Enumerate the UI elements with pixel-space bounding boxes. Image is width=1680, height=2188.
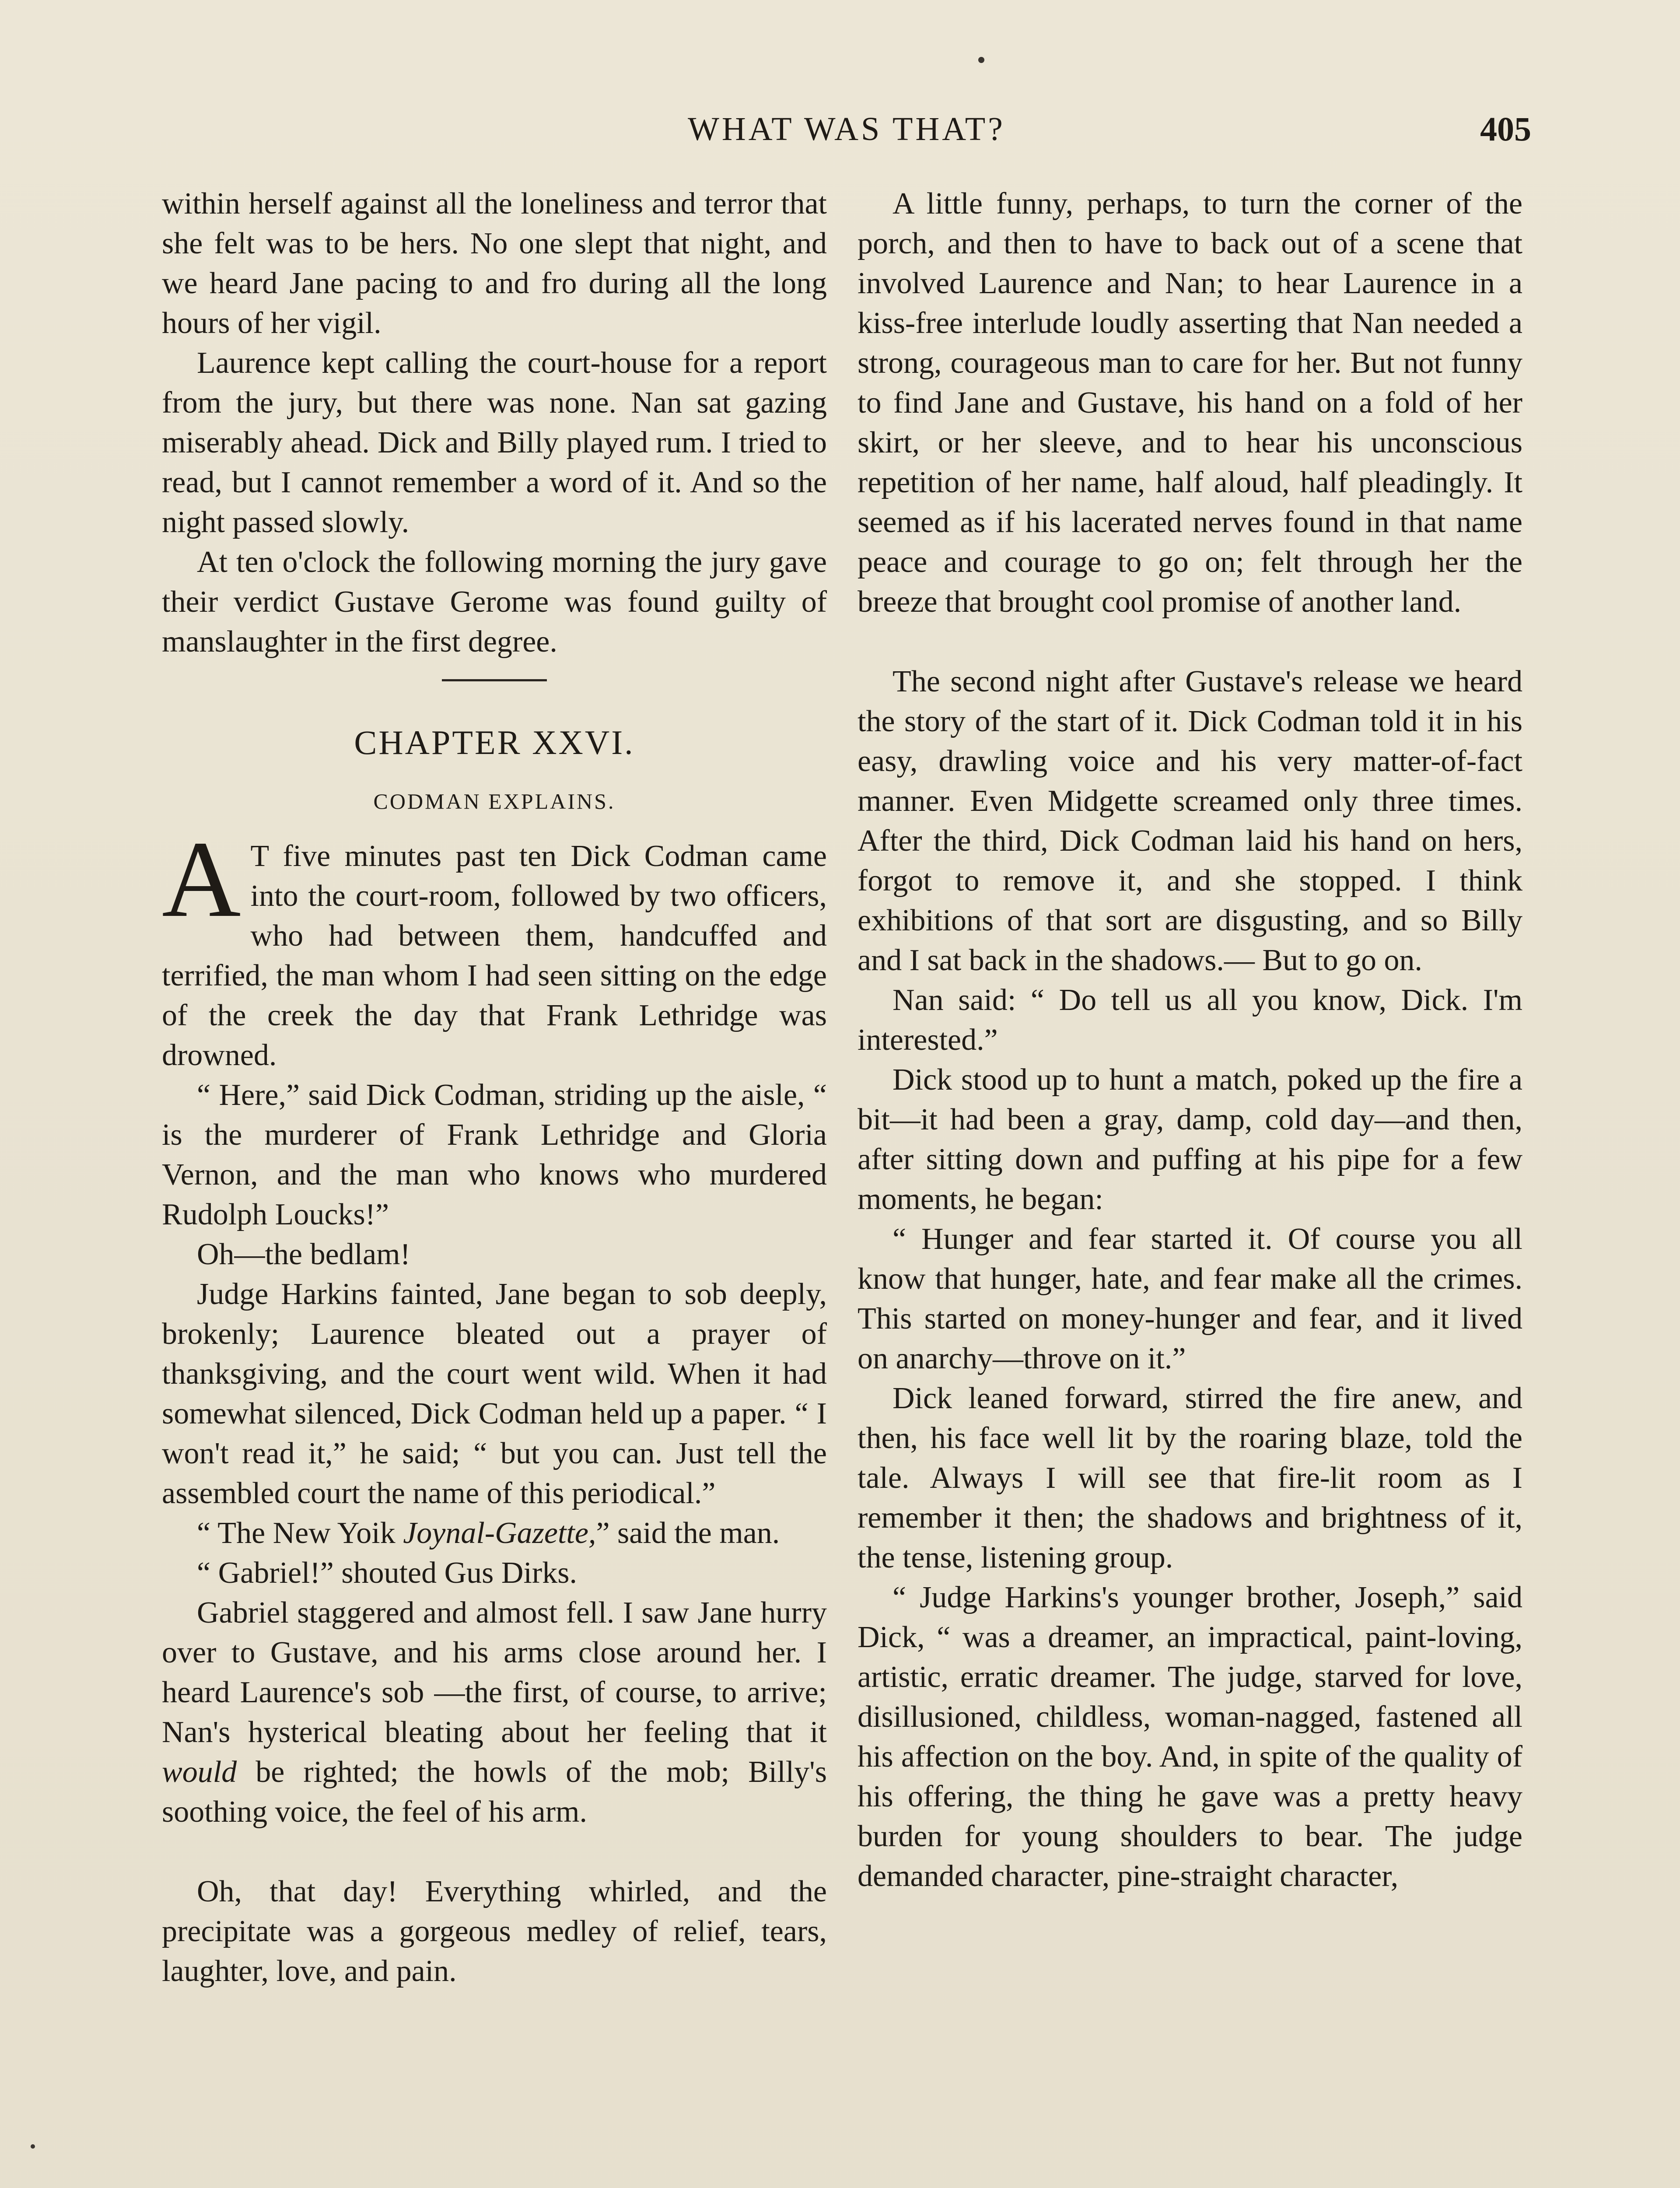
paragraph: “ Here,” said Dick Codman, striding up the aisle, “ is the murderer of Frank Lethridge and Gloria Vernon, and the man who knows who murdered Rudolph Loucks!” — [162, 1078, 827, 1231]
italic-text: Joynal-Gazette, — [403, 1516, 596, 1550]
right-column — [858, 184, 1522, 1896]
paragraph: Oh—the bedlam! — [197, 1238, 410, 1271]
text: Gabriel staggered and almost fell. I saw Jane hurry over to Gustave, and his arms close around her. I heard Laurence's sob —the first, of course, to arrive; Nan's hysterical bleating about her feeling that it — [162, 1596, 827, 1749]
paragraph: Laurence kept calling the court-house for a report from the jury, but there was none. Nan sat gazing miserably ahead. Dick and Billy played rum. I tried to read, but I cannot remember a word of it. And so the night passed slowly. — [162, 346, 827, 539]
italic-text: would — [162, 1755, 237, 1789]
drop-cap: A — [162, 819, 241, 940]
paragraph: The second night after Gustave's release we heard the story of the start of it. Dick Codman told it in his easy, drawling voice and his very matter-of-fact manner. Even Midgette screamed only three times. After the third, Dick Codman laid his hand on hers, forgot to remove it, and she stopped. I think exhibitions of that sort are disgusting, and so Billy and I sat back in the shadows.— But to go on. — [858, 665, 1522, 977]
paragraph: Oh, that day! Everything whirled, and the precipitate was a gorgeous medley of relief, tears, laughter, love, and pain. — [162, 1875, 827, 1988]
paragraph-text: T five minutes past ten Dick Codman came into the court-room, followed by two officers, who had between them, handcuffed and terrified, the man whom I had seen sitting on the edge of the creek the day that Frank Lethridge was drowned. — [162, 839, 827, 1072]
paragraph — [162, 1513, 827, 1553]
paragraph: “ Gabriel!” shouted Gus Dirks. — [197, 1556, 577, 1590]
paragraph: “ Hunger and fear started it. Of course you all know that hunger, hate, and fear make all the crimes. This started on money-hunger and fear, and it lived on anarchy—throve on it.” — [858, 1222, 1522, 1375]
paragraph: A little funny, perhaps, to turn the corner of the porch, and then to have to back out of a scene that involved Laurence and Nan; to hear Laurence in a kiss-free interlude loudly asserting that Nan needed a strong, courageous man to care for her. But not funny to find Jane and Gustave, his hand on a fold of her skirt, or her sleeve, and to hear his unconscious repetition of her name, half aloud, half pleadingly. It seemed as if his lacerated nerves found in that name peace and courage to go on; felt through her the breeze that brought cool promise of another land. — [858, 187, 1522, 619]
paragraph: Dick leaned forward, stirred the fire anew, and then, his face well lit by the roaring blaze, told the tale. Always I will see that fire-lit room as I remember it then; the shadows and brightness of it, the tense, listening group. — [858, 1382, 1522, 1574]
paragraph: Nan said: “ Do tell us all you know, Dick. I'm interested.” — [858, 983, 1522, 1057]
paragraph: Judge Harkins fainted, Jane began to sob deeply, brokenly; Laurence bleated out a prayer of thanksgiving, and the court went wild. When it had somewhat silenced, Dick Codman held up a paper. “ I won't read it,” he said; “ but you can. Just tell the assembled court the name of this periodical.” — [162, 1277, 827, 1510]
paragraph: Dick stood up to hunt a match, poked up the fire a bit—it had been a gray, damp, cold day—and then, after sitting down and puffing at his pipe for a few moments, he began: — [858, 1063, 1522, 1216]
chapter-subtitle: CODMAN EXPLAINS. — [373, 789, 616, 813]
chapter-opening-paragraph — [162, 819, 827, 1075]
ink-speck — [978, 57, 984, 63]
chapter-title: CHAPTER XXVI. — [354, 723, 635, 761]
ink-speck — [31, 2144, 35, 2149]
text: ” said the man. — [596, 1516, 780, 1550]
section-break — [162, 1832, 827, 1872]
running-title: WHAT WAS THAT? — [688, 111, 1005, 147]
section-break — [858, 622, 1522, 662]
paragraph: “ Judge Harkins's younger brother, Joseph,” said Dick, “ was a dreamer, an impractical, paint-loving, artistic, erratic dreamer. The judge, starved for love, disillusioned, childless, woman-nagged, fastened all his affection on the boy. And, in spite of the quality of his offering, the thing he gave was a pretty heavy burden for young shoulders to bear. The judge demanded character, pine-straight character, — [858, 1581, 1522, 1893]
page-number: 405 — [1480, 110, 1531, 148]
left-column — [162, 184, 827, 1991]
page-header — [162, 105, 1531, 153]
paragraph — [162, 1593, 827, 1832]
paragraph: At ten o'clock the following morning the jury gave their verdict Gustave Gerome was found guilty of manslaughter in the first degree. — [162, 545, 827, 659]
text: be righted; the howls of the mob; Billy's soothing voice, the feel of his arm. — [162, 1755, 827, 1829]
text: “ The New Yoik — [197, 1516, 403, 1550]
paragraph: within herself against all the loneliness and terror that she felt was to be hers. No one slept that night, and we heard Jane pacing to and fro during all the long hours of her vigil. — [162, 187, 827, 340]
section-divider — [442, 679, 547, 681]
